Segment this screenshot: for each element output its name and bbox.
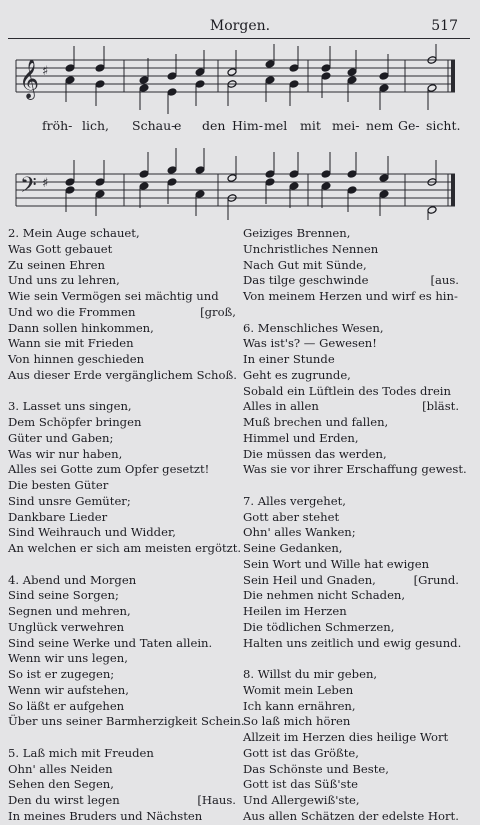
notehead	[65, 64, 75, 73]
verse-line: Sind seine Sorgen;	[8, 588, 119, 603]
notehead	[167, 88, 177, 97]
notehead	[65, 186, 75, 195]
verse-line	[243, 573, 459, 589]
notehead	[379, 174, 389, 183]
notehead	[265, 170, 275, 179]
verse-line: 2. Mein Auge schauet,	[8, 226, 140, 240]
verse-line-text: Und wo die Frommen	[8, 304, 136, 319]
lyric-syllable: e	[174, 118, 182, 133]
stanza-gap	[243, 478, 459, 494]
notehead	[321, 170, 331, 179]
notehead	[195, 166, 205, 175]
verse-line: Gott aber stehet	[243, 509, 340, 524]
verse-line: Was sie vor ihrer Erschaffung gewest.	[243, 462, 467, 477]
verse-line: 3. Lasset uns singen,	[8, 399, 132, 414]
verse-line: Sind unsre Gemüter;	[8, 493, 131, 508]
verse-line: Sind Weihrauch und Widder,	[8, 525, 176, 540]
verse-line: Aus dieser Erde vergänglichem Schoß.	[8, 367, 237, 382]
verse-line: So läßt er aufgehen	[8, 698, 125, 713]
notehead	[95, 190, 105, 199]
verse-line: Die müssen das werden,	[243, 446, 387, 461]
verse-line: Geht es zugrunde,	[243, 367, 351, 382]
notehead	[95, 80, 105, 89]
notehead	[321, 72, 331, 81]
verse-line: Gott ist das Süß'ste	[243, 777, 359, 792]
verse-line: Aus allen Schätzen der edelste Hort.	[243, 808, 459, 823]
verse-line: Unchristliches Nennen	[243, 241, 379, 256]
lyric-syllable: den	[202, 118, 226, 133]
verse-line: Muß brechen und fallen,	[243, 415, 389, 429]
verse-line: Sein Wort und Wille hat ewigen	[243, 556, 430, 571]
verse-line: Was ist's? — Gewesen!	[243, 336, 377, 351]
verse-line: Von meinem Herzen und wirf es hin-	[243, 289, 458, 303]
verse-line: Segnen und mehren,	[8, 604, 131, 618]
notehead	[379, 190, 389, 199]
notehead	[139, 76, 149, 85]
verse-line: Dankbare Lieder	[8, 509, 108, 524]
lyric-syllable: mit	[300, 118, 321, 133]
verse-line: Geiziges Brennen,	[243, 226, 351, 240]
verse-line: Von hinnen geschieden	[8, 352, 145, 366]
verse-line	[243, 399, 459, 415]
lyric-syllable: Ge-	[398, 118, 420, 133]
verse-line: Sobald ein Lüftlein des Todes drein	[243, 383, 451, 398]
notehead	[427, 206, 437, 215]
verse-line	[8, 793, 236, 809]
stanza-gap	[8, 730, 236, 746]
verse-line: An welchen er sich am meisten ergötzt.	[8, 541, 242, 555]
running-header-title: Morgen.	[209, 18, 271, 34]
verse-line: So ist er zugegen;	[8, 667, 115, 681]
svg-text:𝄢: 𝄢	[20, 173, 37, 203]
notehead	[265, 178, 275, 187]
notehead	[289, 182, 299, 191]
verse-line: Womit mein Leben	[243, 682, 354, 697]
notehead	[289, 80, 299, 89]
verse-line: 8. Willst du mir geben,	[243, 667, 378, 681]
notehead	[195, 68, 205, 77]
verse-line: Ohn' alles Neiden	[8, 761, 113, 776]
verse-line	[243, 273, 459, 289]
lyric-syllable: lich,	[82, 118, 110, 133]
verse-line: Die tödlichen Schmerzen,	[243, 619, 395, 634]
notehead	[227, 68, 237, 77]
verse-line-carryover: [groß,	[200, 304, 236, 319]
notehead	[289, 64, 299, 73]
bass-staff	[0, 140, 480, 220]
verse-line: In meines Bruders und Nächsten	[8, 808, 203, 823]
verse-line: Zu seinen Ehren	[8, 257, 106, 272]
verse-line-carryover: [aus.	[430, 273, 459, 288]
notehead	[65, 76, 75, 85]
verse-line: Güter und Gaben;	[8, 430, 114, 445]
verse-line-carryover: [Haus.	[197, 793, 236, 807]
verse-line: Wann sie mit Frieden	[8, 336, 134, 351]
lyric-syllable: fröh-	[42, 118, 73, 133]
verse-line: Das Schönste und Beste,	[243, 761, 389, 776]
verse-line: Allzeit im Herzen dies heilige Wort	[243, 730, 449, 744]
verse-line: Wie sein Vermögen sei mächtig und	[8, 289, 219, 303]
verse-line: Seine Gedanken,	[243, 541, 343, 555]
notehead	[167, 166, 177, 175]
verse-line: Dem Schöpfer bringen	[8, 415, 142, 429]
page-number: 517	[431, 18, 458, 34]
verse-line: Was wir nur haben,	[8, 446, 123, 461]
verse-line: Ohn' alles Wanken;	[243, 525, 356, 540]
lyric-syllable: sicht.	[426, 118, 461, 133]
notehead	[347, 186, 357, 195]
notehead	[139, 170, 149, 179]
verse-line: 5. Laß mich mit Freuden	[8, 745, 154, 760]
notehead	[139, 84, 149, 93]
lyric-syllable: nem	[366, 118, 394, 133]
verse-line: Unglück verwehren	[8, 619, 125, 634]
verse-line: 6. Menschliches Wesen,	[243, 320, 384, 335]
notehead	[321, 64, 331, 73]
svg-text:𝄞: 𝄞	[19, 59, 40, 99]
lyric-syllable: Schau-	[132, 118, 176, 133]
verse-line: Himmel und Erden,	[243, 430, 359, 445]
lyric-syllable: mel	[264, 118, 288, 133]
verse-line-carryover: [Grund.	[413, 572, 459, 587]
verse-line: Über uns seiner Barmherzigkeit Schein.	[8, 714, 245, 729]
verse-line: Dann sollen hinkommen,	[8, 320, 154, 335]
notehead	[347, 68, 357, 77]
verse-line: Die nehmen nicht Schaden,	[243, 588, 406, 603]
notehead	[195, 80, 205, 89]
notehead	[347, 170, 357, 179]
verse-line: Und Allergewiß'ste,	[243, 793, 360, 807]
verse-line: Sind seine Werke und Taten allein.	[8, 635, 213, 650]
verse-line: 7. Alles vergehet,	[243, 493, 346, 508]
verse-line: In einer Stunde	[243, 352, 335, 366]
svg-text:♯: ♯	[42, 64, 49, 79]
verse-line: Und uns zu lehren,	[8, 273, 120, 288]
verse-line: Nach Gut mit Sünde,	[243, 257, 367, 272]
notehead	[379, 84, 389, 93]
stanza-gap	[8, 557, 236, 573]
stanza-gap	[8, 384, 236, 400]
stanza-gap	[243, 651, 459, 667]
verse-line: Was Gott gebauet	[8, 241, 113, 256]
left-text-column	[8, 226, 245, 825]
verse-line-text: Den du wirst legen	[8, 793, 120, 807]
svg-text:♯: ♯	[42, 176, 49, 191]
stanza-gap	[243, 305, 459, 321]
lyric-syllable: mei-	[332, 118, 360, 133]
verse-line: Wenn wir uns legen,	[8, 651, 128, 666]
verse-line-carryover: [bläst.	[422, 399, 459, 414]
notehead	[195, 190, 205, 199]
notehead	[139, 182, 149, 191]
verse-line: Gott ist das Größte,	[243, 745, 359, 760]
notehead	[95, 64, 105, 73]
header-rule	[8, 38, 470, 39]
verse-line: Die besten Güter	[8, 478, 109, 492]
verse-line: Alles sei Gotte zum Opfer gesetzt!	[8, 462, 210, 477]
notehead	[95, 178, 105, 187]
notehead	[65, 178, 75, 187]
notehead	[289, 170, 299, 179]
treble-staff	[0, 44, 480, 124]
verse-line: Sehen den Segen,	[8, 777, 114, 792]
verse-line: Wenn wir aufstehen,	[8, 682, 129, 697]
notehead	[265, 76, 275, 85]
notehead	[265, 60, 275, 69]
notehead	[427, 84, 437, 93]
verse-line-text: Das tilge geschwinde	[243, 273, 369, 288]
verse-line: 4. Abend und Morgen	[8, 572, 137, 587]
verse-line: Halten uns zeitlich und ewig gesund.	[243, 635, 462, 650]
notehead	[167, 72, 177, 81]
verse-line	[8, 305, 236, 321]
notehead	[379, 72, 389, 81]
notehead	[321, 182, 331, 191]
verse-line-text: Sein Heil und Gnaden,	[243, 572, 376, 587]
verse-line: So laß mich hören	[243, 714, 351, 729]
notehead	[347, 76, 357, 85]
notehead	[227, 174, 237, 183]
verse-line: Heilen im Herzen	[243, 604, 347, 618]
notehead	[167, 178, 177, 187]
verse-line-text: Alles in allen	[243, 399, 319, 414]
verse-line: Ich kann ernähren,	[243, 698, 356, 713]
right-text-column	[243, 226, 467, 825]
lyric-syllable: Him-	[232, 118, 263, 133]
